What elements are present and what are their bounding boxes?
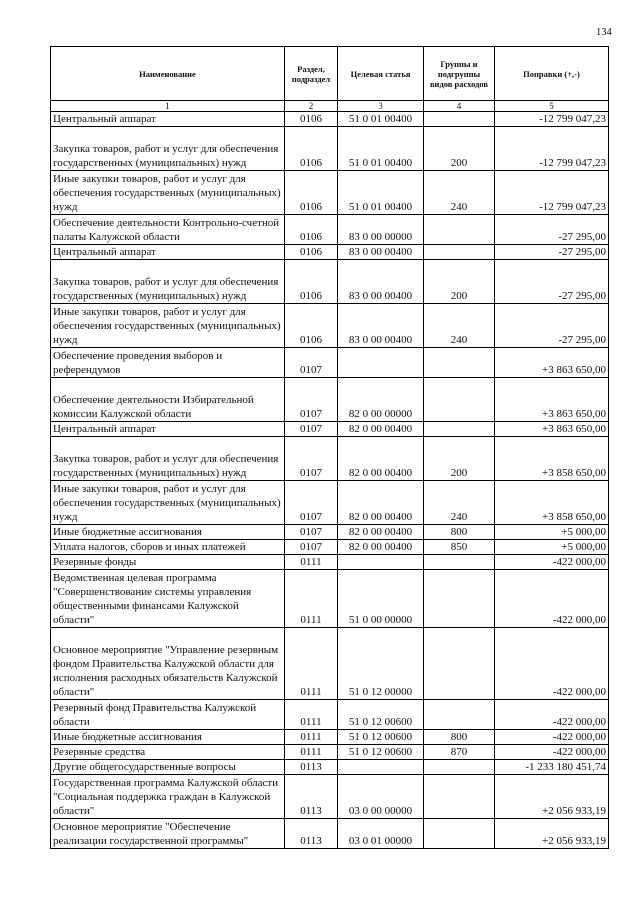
table-row [51,760,609,775]
row-amount: -27 295,00 [495,215,609,245]
table-row [51,378,609,422]
row-target: 83 0 00 00400 [338,245,424,260]
row-section: 0107 [285,422,338,437]
table-row [51,348,609,378]
row-group [424,760,495,775]
row-section: 0107 [285,525,338,540]
row-group [424,245,495,260]
row-amount: +3 863 650,00 [495,348,609,378]
row-target: 51 0 12 00600 [338,745,424,760]
table-row [51,540,609,555]
row-target: 82 0 00 00400 [338,540,424,555]
column-number: 5 [495,101,609,112]
column-number: 3 [338,101,424,112]
row-amount: +2 056 933,19 [495,775,609,819]
row-target: 51 0 01 00400 [338,127,424,171]
row-amount: -422 000,00 [495,745,609,760]
table-row [51,700,609,730]
row-name: Закупка товаров, работ и услуг для обеспечения государственных (муниципальных) нужд [51,260,285,304]
row-amount: -422 000,00 [495,700,609,730]
row-name: Центральный аппарат [51,422,285,437]
row-target: 03 0 00 00000 [338,775,424,819]
table-row [51,171,609,215]
row-section: 0111 [285,700,338,730]
row-section: 0106 [285,245,338,260]
row-section: 0107 [285,378,338,422]
row-target: 82 0 00 00400 [338,437,424,481]
row-group [424,215,495,245]
row-group [424,112,495,127]
row-name: Государственная программа Калужской области "Социальная поддержка граждан в Калужской области" [51,775,285,819]
row-section: 0106 [285,304,338,348]
row-name: Иные закупки товаров, работ и услуг для обеспечения государственных (муниципальных) нужд [51,481,285,525]
row-target [338,760,424,775]
row-group [424,378,495,422]
row-name: Центральный аппарат [51,112,285,127]
row-name: Иные закупки товаров, работ и услуг для обеспечения государственных (муниципальных) нужд [51,304,285,348]
table-header-row [51,47,609,101]
row-amount: -12 799 047,23 [495,112,609,127]
row-target: 51 0 01 00400 [338,112,424,127]
row-name: Закупка товаров, работ и услуг для обеспечения государственных (муниципальных) нужд [51,437,285,481]
row-name: Другие общегосударственные вопросы [51,760,285,775]
row-amount: -27 295,00 [495,245,609,260]
row-target: 03 0 01 00000 [338,819,424,849]
row-name: Обеспечение деятельности Контрольно-счетной палаты Калужской области [51,215,285,245]
row-amount: -12 799 047,23 [495,171,609,215]
row-name: Ведомственная целевая программа "Совершенствование системы управления общественными финансами Калужской области" [51,570,285,628]
row-section: 0106 [285,171,338,215]
row-section: 0107 [285,348,338,378]
row-group: 870 [424,745,495,760]
table-row [51,481,609,525]
table-row [51,260,609,304]
table-row [51,422,609,437]
row-group: 200 [424,437,495,481]
table-row [51,112,609,127]
column-number: 4 [424,101,495,112]
row-target: 82 0 00 00400 [338,481,424,525]
row-name: Закупка товаров, работ и услуг для обеспечения государственных (муниципальных) нужд [51,127,285,171]
row-amount: -422 000,00 [495,730,609,745]
row-amount: +5 000,00 [495,525,609,540]
row-amount: -12 799 047,23 [495,127,609,171]
row-section: 0106 [285,260,338,304]
row-group: 240 [424,304,495,348]
table-row [51,215,609,245]
row-target: 51 0 12 00600 [338,700,424,730]
table-row [51,245,609,260]
row-amount: -27 295,00 [495,304,609,348]
row-section: 0106 [285,127,338,171]
row-group [424,775,495,819]
row-amount: +3 858 650,00 [495,437,609,481]
row-amount: -422 000,00 [495,570,609,628]
row-amount: +5 000,00 [495,540,609,555]
row-name: Основное мероприятие "Управление резервным фондом Правительства Калужской области для исполнения расходных обязательств Калужской области" [51,628,285,700]
row-section: 0113 [285,760,338,775]
row-target: 51 0 00 00000 [338,570,424,628]
row-target: 83 0 00 00400 [338,304,424,348]
row-name: Основное мероприятие "Обеспечение реализации государственной программы" [51,819,285,849]
row-group: 240 [424,481,495,525]
row-name: Центральный аппарат [51,245,285,260]
row-group [424,700,495,730]
row-group: 200 [424,127,495,171]
row-amount: +3 863 650,00 [495,422,609,437]
row-section: 0113 [285,819,338,849]
row-target: 83 0 00 00000 [338,215,424,245]
row-group: 240 [424,171,495,215]
row-name: Иные бюджетные ассигнования [51,730,285,745]
row-section: 0113 [285,775,338,819]
table-row [51,570,609,628]
row-amount: -27 295,00 [495,260,609,304]
row-group: 800 [424,525,495,540]
row-name: Уплата налогов, сборов и иных платежей [51,540,285,555]
table-row [51,555,609,570]
row-section: 0107 [285,437,338,481]
row-target [338,555,424,570]
header-target: Целевая статья [338,47,424,101]
row-group: 200 [424,260,495,304]
row-section: 0106 [285,215,338,245]
row-group [424,555,495,570]
row-target [338,348,424,378]
header-amendments: Поправки (+,-) [495,47,609,101]
budget-table [50,46,609,849]
row-group [424,628,495,700]
table-row [51,730,609,745]
table-row [51,127,609,171]
row-amount: -1 233 180 451,74 [495,760,609,775]
table-row [51,304,609,348]
row-section: 0111 [285,628,338,700]
row-name: Резервный фонд Правительства Калужской области [51,700,285,730]
header-name: Наименование [51,47,285,101]
row-name: Резервные фонды [51,555,285,570]
row-target: 51 0 12 00600 [338,730,424,745]
row-target: 82 0 00 00400 [338,422,424,437]
row-name: Иные бюджетные ассигнования [51,525,285,540]
row-section: 0107 [285,481,338,525]
row-amount: +2 056 933,19 [495,819,609,849]
row-target: 51 0 12 00000 [338,628,424,700]
table-row [51,628,609,700]
row-section: 0106 [285,112,338,127]
row-name: Резервные средства [51,745,285,760]
row-section: 0111 [285,555,338,570]
table-row [51,775,609,819]
row-name: Обеспечение проведения выборов и референдумов [51,348,285,378]
row-section: 0111 [285,570,338,628]
row-group [424,422,495,437]
row-group: 850 [424,540,495,555]
row-amount: +3 858 650,00 [495,481,609,525]
table-row [51,745,609,760]
row-amount: -422 000,00 [495,628,609,700]
column-number: 1 [51,101,285,112]
row-section: 0111 [285,745,338,760]
row-amount: +3 863 650,00 [495,378,609,422]
row-section: 0107 [285,540,338,555]
row-target: 51 0 01 00400 [338,171,424,215]
header-section: Раздел, подраздел [285,47,338,101]
row-group [424,819,495,849]
row-name: Обеспечение деятельности Избирательной комиссии Калужской области [51,378,285,422]
row-group: 800 [424,730,495,745]
table-row [51,819,609,849]
row-group [424,570,495,628]
table-row [51,437,609,481]
column-number-row [51,101,609,112]
row-target: 82 0 00 00400 [338,525,424,540]
row-name: Иные закупки товаров, работ и услуг для обеспечения государственных (муниципальных) нужд [51,171,285,215]
row-group [424,348,495,378]
page-number: 134 [596,27,612,38]
row-target: 83 0 00 00400 [338,260,424,304]
row-target: 82 0 00 00000 [338,378,424,422]
column-number: 2 [285,101,338,112]
row-section: 0111 [285,730,338,745]
row-amount: -422 000,00 [495,555,609,570]
table-row [51,525,609,540]
header-groups: Группы и подгруппы видов расходов [424,47,495,101]
